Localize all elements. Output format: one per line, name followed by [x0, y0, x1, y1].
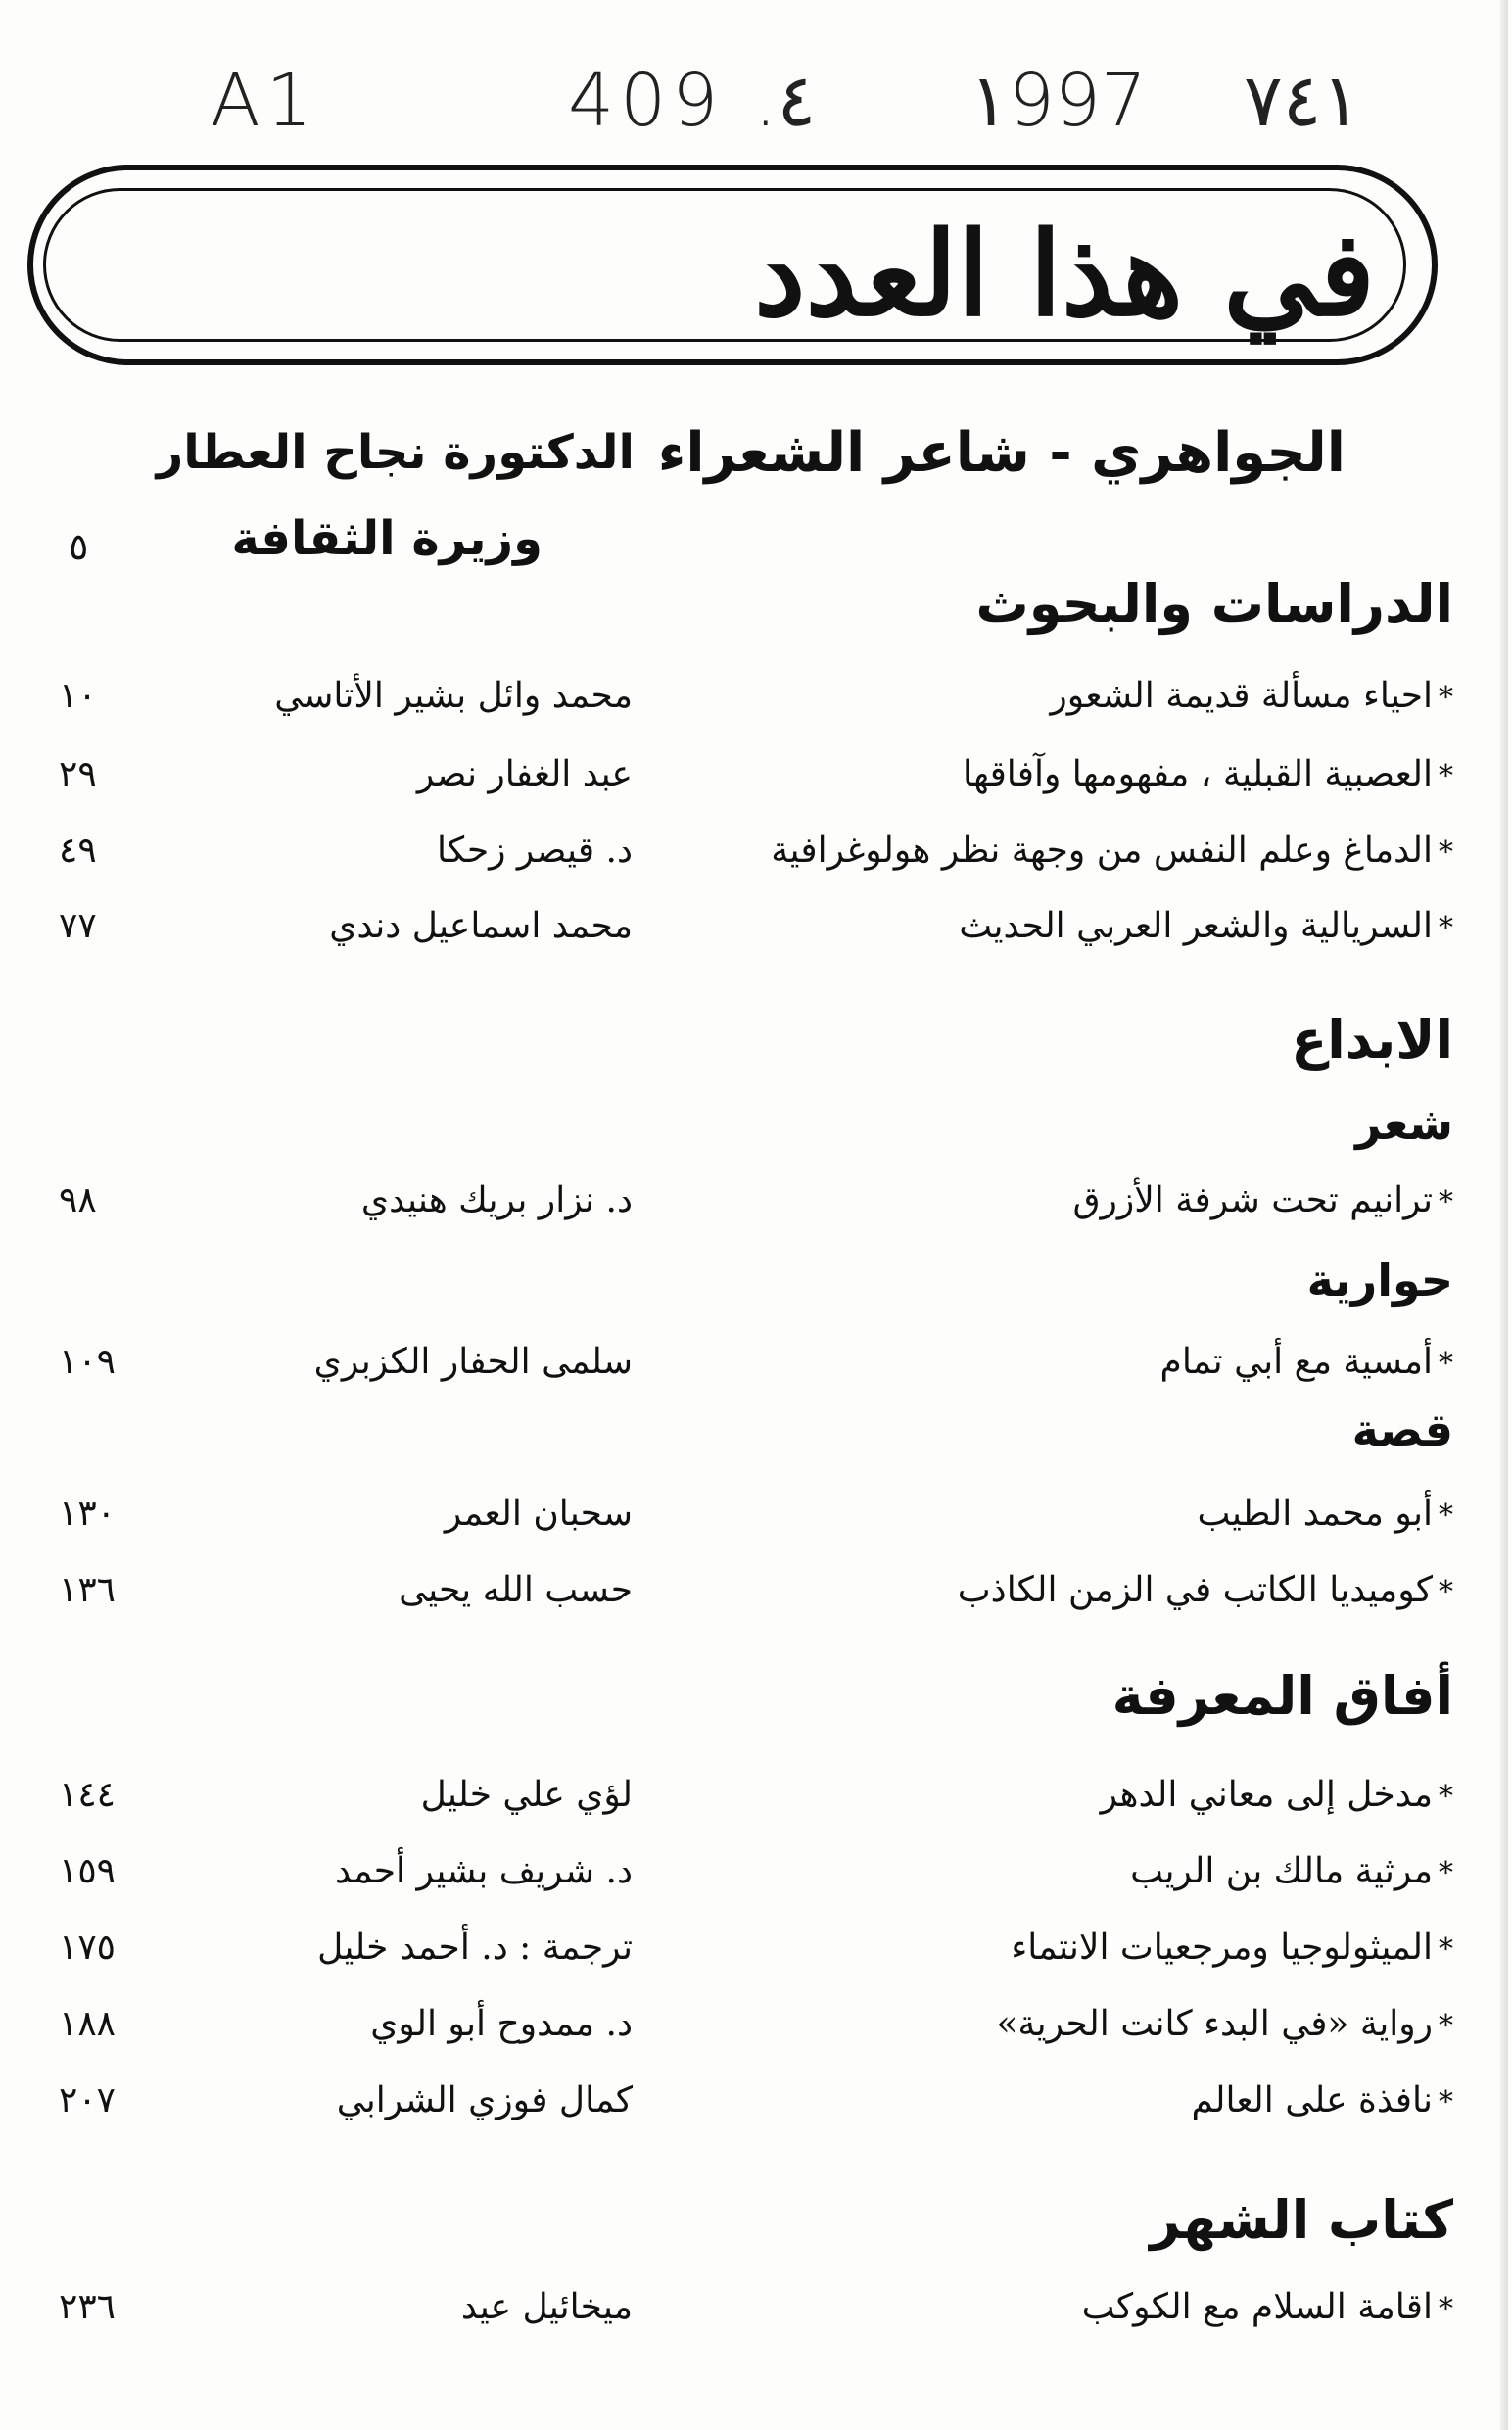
entry-author: كمال فوزي الشرابي [336, 2080, 633, 2120]
handwritten-note-year: ١997 [969, 59, 1147, 143]
bullet-star-icon: * [1439, 1347, 1453, 1381]
bullet-star-icon: * [1439, 1575, 1453, 1609]
page-edge-shadow [1500, 0, 1508, 2430]
list-item [0, 1928, 1512, 1986]
entry-title: *أبو محمد الطيب [1197, 1494, 1453, 1534]
entry-page: ١٠ [59, 676, 97, 716]
list-item [0, 1180, 1512, 1239]
entry-page: ٧٧ [59, 906, 97, 946]
list-item [0, 2080, 1512, 2139]
entry-page: ١٤٤ [59, 1775, 117, 1815]
entry-title: *كوميديا الكاتب في الزمن الكاذب [957, 1570, 1453, 1610]
entry-page: ٢٠٧ [59, 2080, 117, 2120]
lead-title: الجواهري - شاعر الشعراء [657, 421, 1346, 485]
list-item [0, 2287, 1512, 2346]
list-item [0, 2004, 1512, 2063]
entry-author: د. نزار بريك هنيدي [360, 1180, 633, 1220]
entry-page: ١٧٥ [59, 1928, 117, 1968]
section-studies: الدراسات والبحوث [975, 573, 1453, 635]
bullet-star-icon: * [1439, 1932, 1453, 1967]
section-book-of-month: كتاب الشهر [1150, 2189, 1453, 2251]
handwritten-note-left: A1 [211, 59, 318, 143]
section-creation: الابداع [1291, 1009, 1453, 1071]
banner-title: في هذا العدد [753, 206, 1375, 342]
entry-author: محمد وائل بشير الأتاسي [274, 676, 633, 716]
entry-page: ٢٩ [59, 754, 97, 794]
bullet-star-icon: * [1439, 2009, 1453, 2043]
handwritten-note-class: .٤ [754, 59, 817, 143]
entry-title: *الميثولوجيا ومرجعيات الانتماء [1011, 1928, 1453, 1968]
list-item [0, 754, 1512, 813]
entry-page: ١٣٠ [59, 1494, 117, 1534]
list-item [0, 1494, 1512, 1552]
entry-page: ١٠٩ [59, 1342, 117, 1382]
entry-author: د. قيصر زحكا [436, 831, 633, 871]
entry-page: ١٨٨ [59, 2004, 117, 2044]
handwritten-note-number: 409 [568, 59, 725, 143]
entry-author: ميخائيل عيد [460, 2287, 633, 2327]
entry-title: *السريالية والشعر العربي الحديث [959, 906, 1453, 946]
list-item [0, 906, 1512, 965]
entry-title: *العصبية القبلية ، مفهومها وآفاقها [963, 754, 1453, 794]
list-item [0, 1851, 1512, 1910]
entry-page: ٢٣٦ [59, 2287, 117, 2327]
list-item [0, 1342, 1512, 1401]
entry-page: ٩٨ [59, 1180, 97, 1220]
entry-author: سلمى الحفار الكزبري [313, 1342, 633, 1382]
entry-author: حسب الله يحيى [399, 1570, 633, 1610]
lead-author-role: وزيرة الثقافة [231, 511, 543, 566]
entry-title: *نافذة على العالم [1191, 2080, 1453, 2120]
entry-author: لؤي علي خليل [420, 1775, 633, 1815]
subsection-dialogue: حوارية [1306, 1254, 1453, 1307]
handwritten-note-right: ٧٤١ [1244, 59, 1361, 143]
bullet-star-icon: * [1439, 759, 1453, 793]
subsection-story: قصة [1351, 1404, 1453, 1456]
lead-page: ٥ [69, 525, 89, 568]
bullet-star-icon: * [1439, 2085, 1453, 2120]
list-item [0, 676, 1512, 735]
entry-title: *الدماغ وعلم النفس من وجهة نظر هولوغرافية [771, 831, 1453, 871]
lead-author: الدكتورة نجاح العطار [156, 425, 635, 480]
entry-page: ٤٩ [59, 831, 97, 871]
bullet-star-icon: * [1439, 1856, 1453, 1890]
entry-title: *أمسية مع أبي تمام [1159, 1342, 1453, 1382]
entry-page: ١٣٦ [59, 1570, 117, 1610]
entry-author: عبد الغفار نصر [416, 754, 633, 794]
bullet-star-icon: * [1439, 1780, 1453, 1814]
entry-author: سحبان العمر [444, 1494, 633, 1534]
entry-title: *اقامة السلام مع الكوكب [1081, 2287, 1453, 2327]
bullet-star-icon: * [1439, 1499, 1453, 1533]
list-item [0, 831, 1512, 889]
list-item [0, 1570, 1512, 1629]
entry-author: ترجمة : د. أحمد خليل [317, 1928, 633, 1968]
entry-title: *مدخل إلى معاني الدهر [1100, 1775, 1453, 1815]
entry-title: *احياء مسألة قديمة الشعور [1050, 676, 1453, 716]
entry-author: د. ممدوح أبو الوي [370, 2004, 633, 2044]
section-knowledge: أفاق المعرفة [1111, 1665, 1453, 1727]
entry-title: *مرثية مالك بن الريب [1130, 1851, 1453, 1891]
entry-author: د. شريف بشير أحمد [335, 1851, 633, 1891]
entry-title: *ترانيم تحت شرفة الأزرق [1072, 1180, 1453, 1220]
entry-page: ١٥٩ [59, 1851, 117, 1891]
subsection-poetry: شعر [1355, 1097, 1453, 1150]
bullet-star-icon: * [1439, 911, 1453, 945]
bullet-star-icon: * [1439, 681, 1453, 715]
bullet-star-icon: * [1439, 1185, 1453, 1219]
bullet-star-icon: * [1439, 2292, 1453, 2326]
bullet-star-icon: * [1439, 835, 1453, 870]
list-item [0, 1775, 1512, 1834]
entry-title: *رواية «في البدء كانت الحرية» [996, 2004, 1453, 2044]
entry-author: محمد اسماعيل دندي [329, 906, 633, 946]
